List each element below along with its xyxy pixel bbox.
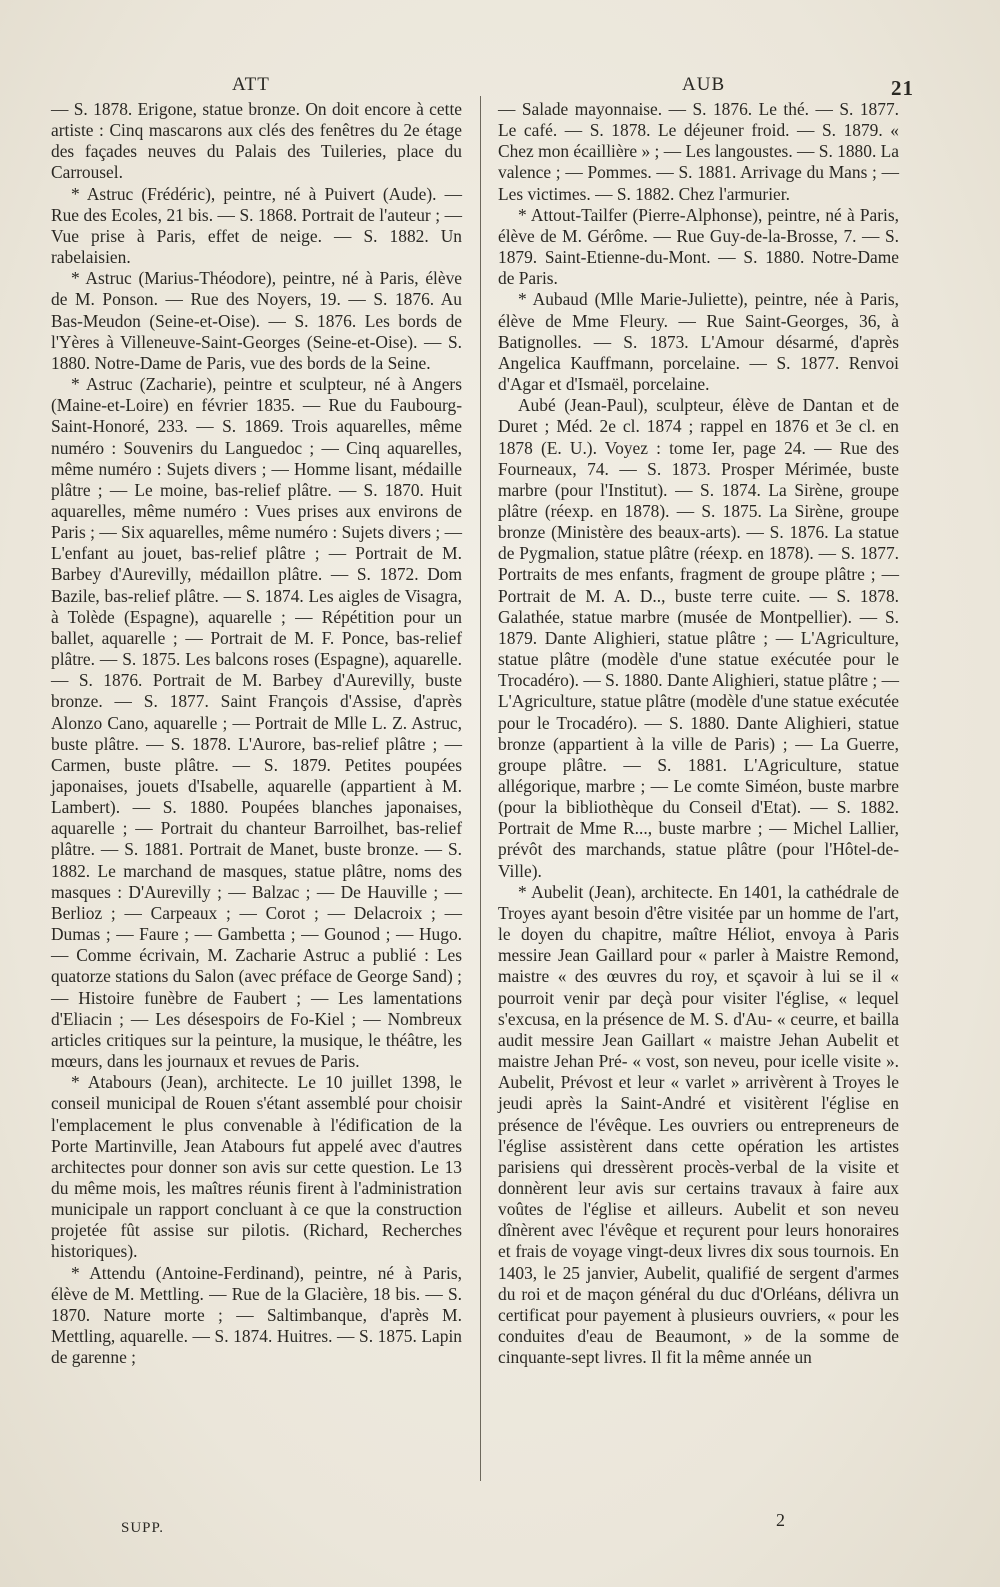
- entry-paragraph: * Attendu (Antoine-Ferdinand), peintre, né à Paris, élève de M. Mettling. — Rue de la Glacière, 18 bis. — S. 1870. Nature morte ; — Saltimbanque, d'après M. Mettling, aquarelle. — S. 1874. Huitres. — S. 1875. Lapin de garenne ;: [51, 1262, 462, 1368]
- running-head-left: ATT: [232, 74, 270, 95]
- entry-paragraph: * Aubaud (Mlle Marie-Juliette), peintre, née à Paris, élève de Mme Fleury. — Rue Saint-Georges, 36, à Batignolles. — S. 1873. L'Amour désarmé, d'après Angelica Kauffmann, porcelaine. — S. 1877. Renvoi d'Agar et d'Ismaël, porcelaine.: [498, 289, 899, 395]
- left-column: [51, 99, 462, 1368]
- entry-paragraph: — S. 1878. Erigone, statue bronze. On doit encore à cette artiste : Cinq mascarons aux clés des fenêtres du 2e étage des façades neuves du Palais des Tuileries, place du Carrousel.: [51, 99, 462, 183]
- right-column: [498, 99, 899, 1368]
- running-head-right: AUB: [682, 74, 726, 95]
- entry-paragraph: * Aubelit (Jean), architecte. En 1401, la cathédrale de Troyes ayant besoin d'être visitée par un homme de l'art, le doyen du chapitre, maître Héliot, envoya à Paris messire Jean Gaillard pour « parler à Maistre Remond, maistre « des œuvres du roy, et sçavoir à lui se il « pourroit venir par deçà pour visiter l'église, « lequel s'excusa, en la présence de M. S. d'Au- « ceurre, et bailla audit messire Jean Gaillart « maistre Jehan Aubelit et maistre Jehan Pré- « vost, son neveu, pour icelle visite ». Aubelit, Prévost et leur « varlet » arrivèrent à Troyes le jeudi après la Saint-André et visitèrent l'église en présence de l'évêque. Les ouvriers ou entrepreneurs de l'église assistèrent dans cette opération les artistes parisiens qui dressèrent procès-verbal de la visite et donnèrent leur avis sur certains travaux à faire aux voûtes de l'église et ailleurs. Aubelit et son neveu dînèrent avec l'évêque et reçurent pour leurs honoraires et frais de voyage vingt-deux livres dix sous tournois. En 1403, le 25 janvier, Aubelit, qualifié de sergent d'armes du roi et de maçon général du duc d'Orléans, délivra un certificat pour payement à plusieurs ouvriers, « pour les conduites d'eau de Beaumont, » de la somme de cinquante-sept livres. Il fit la même année un: [498, 881, 899, 1368]
- entry-paragraph: * Attout-Tailfer (Pierre-Alphonse), peintre, né à Paris, élève de M. Gérôme. — Rue Guy-de-la-Brosse, 7. — S. 1879. Saint-Etienne-du-Mont. — S. 1880. Notre-Dame de Paris.: [498, 204, 899, 289]
- entry-paragraph: — Salade mayonnaise. — S. 1876. Le thé. — S. 1877. Le café. — S. 1878. Le déjeuner froid. — S. 1879. « Chez mon écaillière » ; — Les langoustes. — S. 1880. La valence ; — Pommes. — S. 1881. Arrivage du Mans ; — Les victimes. — S. 1882. Chez l'armurier.: [498, 99, 899, 204]
- entry-paragraph: * Astruc (Zacharie), peintre et sculpteur, né à Angers (Maine-et-Loire) en février 1835. — Rue du Faubourg-Saint-Honoré, 233. — S. 1869. Trois aquarelles, même numéro : Souvenirs du Languedoc ; — Cinq aquarelles, même numéro : Sujets divers ; — Homme lisant, médaille plâtre ; — Le moine, bas-relief plâtre. — S. 1870. Huit aquarelles, même numéro : Vues prises aux environs de Paris ; — Six aquarelles, même numéro : Sujets divers ; — L'enfant au jouet, bas-relief plâtre ; — Portrait de M. Barbey d'Aurevilly, médaillon plâtre. — S. 1872. Dom Bazile, bas-relief plâtre. — S. 1874. Les aigles de Visagra, à Tolède (Espagne), aquarelle ; — Répétition pour un ballet, aquarelle ; — Portrait de M. F. Ponce, bas-relief plâtre. — S. 1875. Les balcons roses (Espagne), aquarelle. — S. 1876. Portrait de M. Barbey d'Aurevilly, buste bronze. — S. 1877. Saint François d'Assise, d'après Alonzo Cano, aquarelle ; — Portrait de Mlle L. Z. Astruc, buste plâtre. — S. 1878. L'Aurore, bas-relief plâtre ; — Carmen, buste plâtre. — S. 1879. Petites poupées japonaises, jouets d'Isabelle, aquarelle (appartient à M. Lambert). — S. 1880. Poupées blanches japonaises, aquarelle ; — Portrait du chanteur Barroilhet, bas-relief plâtre. — S. 1881. Portrait de Manet, buste bronze. — S. 1882. Le marchand de masques, statue plâtre, noms des masques : D'Aurevilly ; — Balzac ; — De Hauville ; — Berlioz ; — Carpeaux ; — Corot ; — Delacroix ; — Dumas ; — Faure ; — Gambetta ; — Gounod ; — Hugo. — Comme écrivain, M. Zacharie Astruc a publié : Les quatorze stations du Salon (avec préface de George Sand) ; — Histoire funèbre de Faubert ; — Les lamentations d'Eliacin ; — Les désespoirs de Fo-Kiel ; — Nombreux articles critiques sur la peinture, la musique, le théâtre, les mœurs, dans les journaux et revues de Paris.: [51, 374, 462, 1072]
- signature-mark: SUPP.: [121, 1520, 164, 1536]
- entry-paragraph: * Atabours (Jean), architecte. Le 10 juillet 1398, le conseil municipal de Rouen s'étant assemblé pour choisir l'emplacement le plus convenable à l'édification de la Porte Martinville, Jean Atabours fut appelé avec d'autres architectes pour donner son avis sur cette question. Le 13 du même mois, les maîtres réunis firent à l'administration municipale un rapport concluant à ce que la construction projetée fût assise sur pilotis. (Richard, Recherches historiques).: [51, 1072, 462, 1262]
- entry-paragraph: * Astruc (Frédéric), peintre, né à Puivert (Aude). — Rue des Ecoles, 21 bis. — S. 1868. Portrait de l'auteur ; — Vue prise à Paris, effet de neige. — S. 1882. Un rabelaisien.: [51, 183, 462, 268]
- entry-paragraph: * Astruc (Marius-Théodore), peintre, né à Paris, élève de M. Ponson. — Rue des Noyers, 19. — S. 1876. Au Bas-Meudon (Seine-et-Oise). — S. 1876. Les bords de l'Yères à Villeneuve-Saint-Georges (Seine-et-Oise). — S. 1880. Notre-Dame de Paris, vue des bords de la Seine.: [51, 268, 462, 373]
- page-number: 21: [891, 76, 914, 100]
- gathering-number: 2: [776, 1510, 785, 1530]
- column-divider: [480, 96, 481, 1481]
- entry-paragraph: Aubé (Jean-Paul), sculpteur, élève de Dantan et de Duret ; Méd. 2e cl. 1874 ; rappel en 1876 et 3e cl. en 1878 (E. U.). Voyez : tome Ier, page 24. — Rue des Fourneaux, 74. — S. 1873. Prosper Mérimée, buste marbre (pour l'Institut). — S. 1874. La Sirène, groupe plâtre (réexp. en 1878). — S. 1875. La Sirène, groupe bronze (Ministère des beaux-arts). — S. 1876. La statue de Pygmalion, statue plâtre (réexp. en 1878). — S. 1877. Portraits de mes enfants, fragment de groupe plâtre ; — Portrait de M. A. D.., buste terre cuite. — S. 1878. Galathée, statue marbre (musée de Montpellier). — S. 1879. Dante Alighieri, statue plâtre ; — L'Agriculture, statue plâtre (modèle d'une statue exécutée pour le Trocadéro). — S. 1880. Dante Alighieri, statue plâtre ; — L'Agriculture, statue plâtre (modèle d'une statue exécutée pour le Trocadéro). — S. 1880. Dante Alighieri, statue bronze (appartient à la ville de Paris) ; — La Guerre, groupe plâtre. — S. 1881. L'Agriculture, statue allégorique, marbre ; — Le comte Siméon, buste marbre (pour la bibliothèque du Conseil d'Etat). — S. 1882. Portrait de Mme R..., buste marbre ; — Michel Lallier, prévôt des marchands, statue plâtre (pour l'Hôtel-de-Ville).: [498, 395, 899, 881]
